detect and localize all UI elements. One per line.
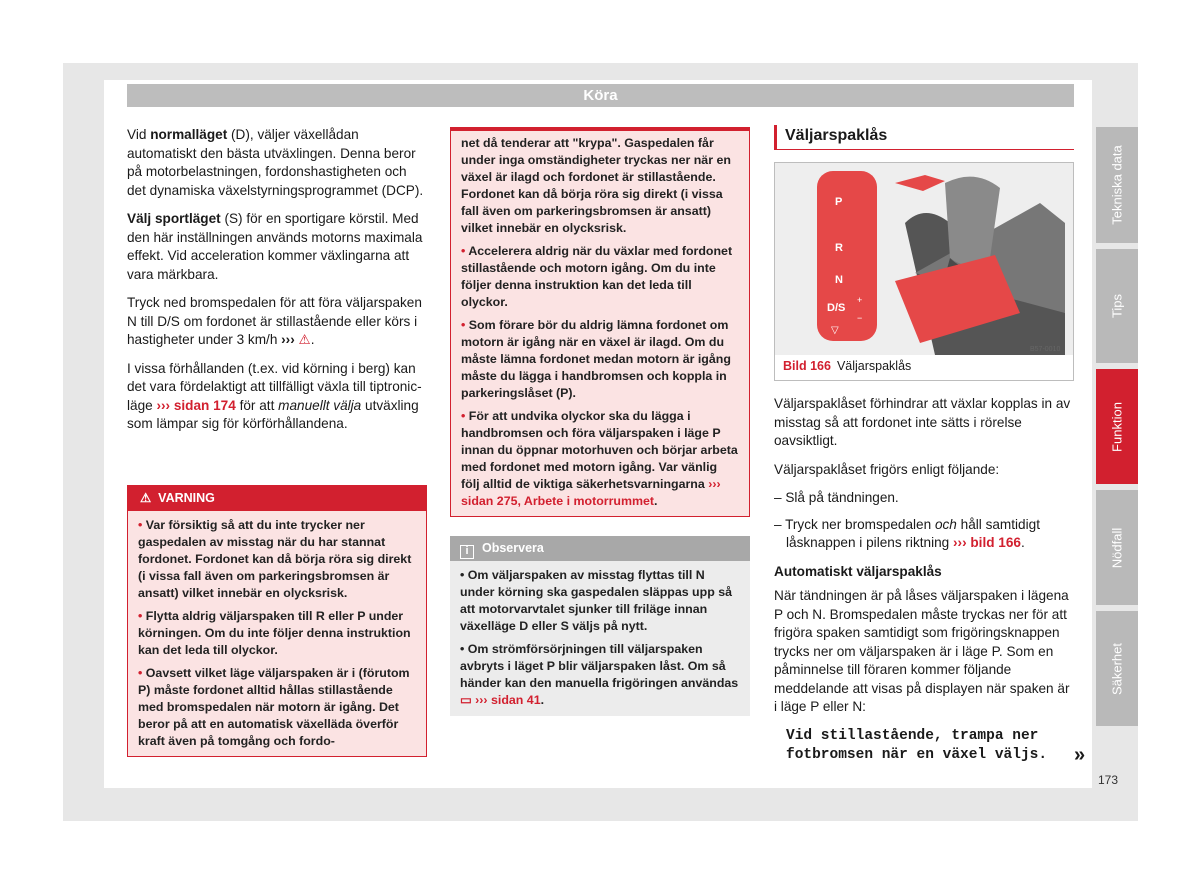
link-sidan-174[interactable]: ››› sidan 174	[156, 397, 236, 413]
tab-funktion[interactable]: Funktion	[1096, 369, 1138, 484]
warning-item: • För att undvika olyckor ska du lägga i handbromsen och föra väljarspaken i läge P innan du öppnar motorhuven och börjar arbeta med fordonet med motorn igång. Var vänlig följ alltid de viktiga säkerhetsvarningarna ››› sidan 275, Arbete i motorrummet.	[461, 409, 738, 508]
warning-item: • Oavsett vilket läge väljarspaken är i (förutom P) måste fordonet alltid hållas stillastående med bromspedalen när motorn är igång. Det beror på att en automatisk växelläda överför kraft även på tomgång och fordo-	[138, 666, 410, 748]
warning-item: • Var försiktig så att du inte trycker ner gaspedalen av misstag när du har stannat fordonet. Fordonet kan då börja röra sig direkt (i vissa fall även om parkeringsbromsen är ansatt) vilket innebär en olycksrisk.	[138, 518, 412, 600]
page-title: Köra	[127, 84, 1074, 107]
info-icon: i	[460, 545, 474, 559]
tab-sakerhet[interactable]: Säkerhet	[1096, 611, 1138, 726]
column-3-text	[774, 395, 1074, 775]
continue-mark: »	[1074, 744, 1086, 766]
step-ignition: – Slå på tändningen.	[774, 490, 899, 505]
gear-label-p: P	[835, 196, 843, 208]
figure-166	[774, 162, 1074, 381]
tab-tekniska-data[interactable]: Tekniska data	[1096, 127, 1138, 243]
warning-lead: net då tenderar att "krypa". Gaspedalen får under inga omständigheter tryckas ner när en växel är ilagd och fordonet är stillastående. Fordonet kan då börja röra sig direkt (i vissa fall även om parkeringsbromsen är ansatt) vilket innebär en olycksrisk.	[461, 136, 731, 235]
paragraph-normal-mode: Vid normalläget (D), väljer växellådan automatiskt den bästa utväxlingen. Denna beror på motorbelastningen, fordonshastigheten och det dynamiska växelstyrningsprogrammet (DCP).	[127, 127, 424, 198]
tab-tips[interactable]: Tips	[1096, 249, 1138, 363]
book-icon: ▭	[460, 693, 472, 707]
triangle-down-icon: ▽	[831, 325, 839, 336]
subheading-auto-lock: Automatiskt väljarspaklås	[774, 563, 942, 579]
display-message: Vid stillastående, trampa ner fotbromsen när en växel väljs.	[786, 727, 1048, 763]
note-title: Observera	[482, 541, 544, 555]
warning-box	[127, 485, 427, 757]
gear-selector-illustration	[775, 163, 1073, 355]
warning-item: • Flytta aldrig väljarspaken till R eller P under körningen. Om du inte följer denna instruktion kan det leda till olyckor.	[138, 609, 411, 657]
section-divider	[774, 149, 1074, 150]
warning-title: VARNING	[158, 491, 215, 505]
warning-header	[128, 486, 426, 511]
link-sidan-41[interactable]: ▭ ››› sidan 41	[460, 693, 541, 707]
plus-icon: +	[857, 295, 863, 305]
section-title: Väljarspaklås	[774, 125, 1074, 149]
note-box	[450, 536, 750, 716]
paragraph-lock-intro: Väljarspaklåset förhindrar att växlar kopplas in av misstag så att fordonet inte sätts i rörelse oavsiktligt.	[774, 396, 1071, 448]
gear-label-r: R	[835, 242, 843, 254]
link-sidan-275[interactable]: ››› sidan 275, Arbete i motorrummet	[461, 477, 721, 508]
warning-triangle-icon: ⚠	[298, 332, 311, 347]
warning-box-continued	[450, 127, 750, 517]
minus-icon: −	[857, 313, 863, 323]
tab-nodfall[interactable]: Nödfall	[1096, 490, 1138, 605]
gear-label-ds: D/S	[827, 302, 846, 314]
note-item: • Om väljarspaken av misstag flyttas till N under körning ska gaspedalen släppas upp så att motorvarvtalet sjunker till friläge innan växelläge D eller S väljs på nytt.	[460, 568, 732, 633]
note-item: • Om strömförsörjningen till väljarspaken avbryts i läget P blir väljarspaken låst. Om så händer kan den manuella frigöringen användas ▭ ››› sidan 41.	[460, 642, 739, 707]
warning-item: • Accelerera aldrig när du växlar med fordonet stillastående och motorn igång. Om du inte följer denna instruktion kan det leda till olyckor.	[461, 244, 733, 309]
paragraph-lock-release: Väljarspaklåset frigörs enligt följande:	[774, 461, 1000, 477]
step-brake: – Tryck ner bromspedalen och håll samtidigt låsknappen i pilens riktning ››› bild 166.	[774, 516, 1040, 550]
figure-caption: Bild 166 Väljarspaklås	[783, 359, 912, 373]
page-number: 173	[1098, 773, 1119, 787]
note-header	[450, 536, 750, 561]
figure-code: B57-0010	[1030, 346, 1061, 353]
link-bild-166[interactable]: ››› bild 166	[953, 535, 1021, 550]
warning-item: • Som förare bör du aldrig lämna fordonet om motorn är igång när en växel är ilagd. Om du måste lämna fordonet medan motorn är igång måste du lägga i handbromsen och koppla in parkeringslåset (P).	[461, 318, 731, 400]
paragraph-sport-mode: Välj sportläget (S) för en sportigare körstil. Med den här inställningen används motorns maximala effekt. Vid acceleration kommer växlingarna att vara märkbara.	[127, 211, 423, 282]
column-1	[127, 126, 427, 444]
paragraph-brake: Tryck ned bromspedalen för att föra väljarspaken N till D/S om fordonet är stillastående eller körs i hastigheter under 3 km/h ››› ⚠.	[127, 295, 422, 347]
gear-label-n: N	[835, 274, 843, 286]
warning-triangle-icon: ⚠	[140, 491, 152, 505]
paragraph-tiptronic: I vissa förhållanden (t.ex. vid körning i berg) kan det vara fördelaktigt att tillfälligt växla till tiptronic-läge ››› sidan 174 för att manuellt välja utväxling som lämpar sig för körförhållandena.	[127, 360, 422, 431]
paragraph-auto-lock: När tändningen är på låses väljarspaken i lägena P och N. Bromspedalen måste tryckas ner för att frigöra spaken samtidigt som frigöringsknappen trycks ner om väljarspaken är i läge P. Som en påminnelse till föraren kommer följande meddelande att visas på displayen när spaken är i läge P eller N:	[774, 588, 1070, 714]
